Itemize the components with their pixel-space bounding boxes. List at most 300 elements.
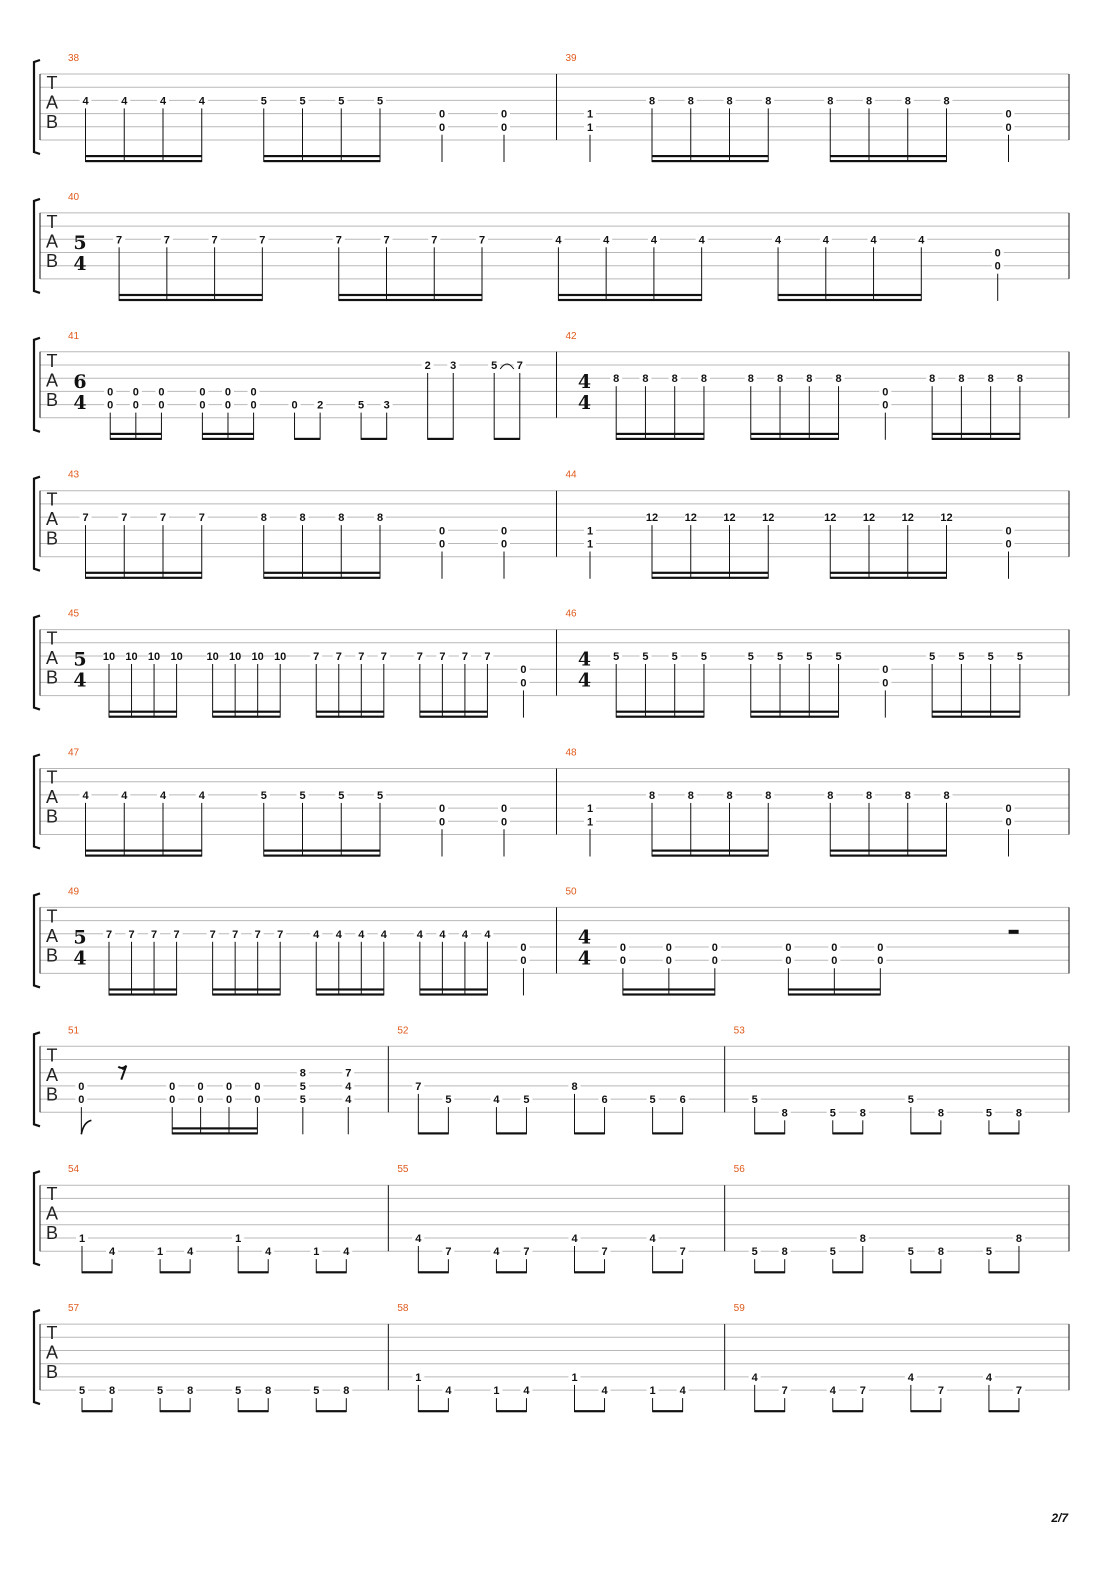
fret-number: 2 <box>317 399 324 412</box>
fret-number: 0 <box>785 942 792 954</box>
note-beam <box>172 1132 257 1134</box>
fret-number: 4 <box>187 1246 194 1259</box>
fret-number: 8 <box>338 512 345 525</box>
fret-number: 5 <box>671 651 678 663</box>
fret-number: 8 <box>642 373 649 386</box>
system-bracket <box>34 60 40 154</box>
tab-clef-letter: B <box>45 528 59 549</box>
fret-number: 1 <box>649 1385 656 1398</box>
fret-number: 0 <box>169 1094 176 1107</box>
tab-clef-letter: B <box>45 806 59 827</box>
fret-number: 8 <box>687 789 694 802</box>
note-beam <box>575 1132 605 1134</box>
note-beam <box>361 438 387 440</box>
fret-number: 5 <box>776 651 784 663</box>
fret-number: 8 <box>687 95 694 108</box>
note-beam <box>418 1410 448 1412</box>
fret-number: 0 <box>619 942 626 954</box>
note-beam <box>830 155 946 157</box>
fret-number: 10 <box>251 651 264 663</box>
fret-number: 0 <box>877 942 884 954</box>
fret-number: 2 <box>424 360 431 372</box>
fret-number: 0 <box>225 1094 233 1107</box>
note-beam <box>652 850 768 852</box>
fret-number: 4 <box>484 928 491 941</box>
fret-number: 4 <box>523 1385 530 1398</box>
fret-number: 8 <box>865 95 873 108</box>
time-signature-bottom: 4 <box>73 669 87 692</box>
fret-number: 5 <box>376 95 384 108</box>
tab-clef-letter: B <box>45 389 59 410</box>
fret-number: 5 <box>491 360 498 372</box>
fret-number: 5 <box>1016 651 1023 663</box>
measure-number: 39 <box>565 53 577 64</box>
fret-number: 4 <box>679 1385 686 1398</box>
tab-system <box>34 1303 1069 1412</box>
fret-number: 4 <box>198 789 205 802</box>
fret-number: 0 <box>1005 108 1012 121</box>
fret-number: 7 <box>859 1385 866 1398</box>
note-beam <box>989 1410 1019 1412</box>
fret-number: 1 <box>586 525 594 538</box>
fret-number: 1 <box>586 121 594 134</box>
note-beam <box>109 716 177 718</box>
note-beam <box>172 1127 257 1129</box>
fret-number: 4 <box>603 234 610 247</box>
fret-number: 4 <box>82 789 89 802</box>
note-beam <box>420 716 488 718</box>
tab-system <box>34 748 1069 857</box>
fret-number: 8 <box>937 1107 944 1120</box>
note-beam <box>911 1271 941 1273</box>
fret-number: 0 <box>78 1094 85 1107</box>
fret-number: 8 <box>865 789 873 802</box>
fret-number: 5 <box>907 1246 914 1259</box>
fret-number: 0 <box>224 399 232 412</box>
measure-number: 45 <box>68 608 80 620</box>
fret-number: 7 <box>105 928 113 941</box>
note-beam <box>989 1132 1019 1134</box>
fret-number: 0 <box>877 955 884 968</box>
fret-number: 5 <box>235 1385 242 1398</box>
time-signature-top: 4 <box>577 370 592 393</box>
note-beam <box>316 993 384 995</box>
fret-number: 5 <box>829 1246 836 1259</box>
fret-number: 0 <box>882 677 889 690</box>
fret-number: 8 <box>260 512 267 525</box>
system-bracket <box>34 199 40 293</box>
fret-number: 4 <box>493 1094 500 1107</box>
note-beam <box>264 572 380 574</box>
note-beam <box>558 299 701 301</box>
fret-number: 12 <box>723 512 736 525</box>
fret-number: 10 <box>229 651 242 663</box>
fret-number: 0 <box>197 1094 204 1107</box>
fret-number: 0 <box>831 942 838 954</box>
fret-number: 7 <box>1015 1385 1023 1398</box>
measure-number: 38 <box>68 53 80 64</box>
fret-number: 0 <box>785 955 792 968</box>
note-beam <box>86 850 202 852</box>
fret-number: 7 <box>478 234 486 247</box>
note-beam <box>653 1271 683 1273</box>
fret-number: 4 <box>649 1233 656 1245</box>
fret-number: 0 <box>500 108 508 121</box>
fret-number: 4 <box>416 928 423 941</box>
system-bracket <box>34 755 40 849</box>
fret-number: 10 <box>125 651 138 663</box>
fret-number: 7 <box>209 928 216 941</box>
note-beam <box>339 294 482 296</box>
note-beam <box>830 850 946 852</box>
fret-number: 4 <box>439 928 446 941</box>
note-beam <box>788 988 880 990</box>
fret-number: 5 <box>338 789 345 802</box>
note-beam <box>264 855 380 857</box>
fret-number: 8 <box>859 1107 866 1120</box>
time-signature-bottom: 4 <box>73 252 87 275</box>
fret-number: 5 <box>806 651 813 663</box>
measure-number: 48 <box>565 747 577 759</box>
fret-number: 0 <box>158 399 165 412</box>
note-beam <box>264 850 380 852</box>
fret-number: 4 <box>265 1246 272 1259</box>
measure-number: 46 <box>565 608 577 620</box>
note-beam <box>751 438 839 440</box>
note-beam <box>316 711 384 713</box>
tab-clef-letter: T <box>46 628 58 649</box>
note-beam <box>932 711 1020 713</box>
fret-number: 8 <box>343 1385 350 1398</box>
note-beam <box>119 294 262 296</box>
fret-number: 5 <box>260 95 267 108</box>
note-beam <box>264 577 380 579</box>
fret-number: 12 <box>940 512 953 525</box>
tab-clef-letter: A <box>45 509 59 530</box>
time-signature-bottom: 4 <box>73 391 87 414</box>
fret-number: 5 <box>958 651 965 663</box>
measure-number: 43 <box>68 469 80 481</box>
fret-number: 8 <box>1016 373 1023 386</box>
fret-number: 5 <box>929 651 936 663</box>
fret-number: 7 <box>159 512 167 525</box>
time-signature-top: 5 <box>73 648 87 671</box>
fret-number: 1 <box>157 1246 164 1259</box>
fret-number: 8 <box>765 789 772 802</box>
tab-clef-letter: B <box>45 1362 59 1383</box>
note-beam <box>86 577 202 579</box>
fret-number: 7 <box>523 1246 530 1259</box>
fret-number: 7 <box>431 234 438 247</box>
fret-number: 7 <box>484 651 491 663</box>
note-beam <box>751 711 839 713</box>
fret-number: 4 <box>751 1371 758 1384</box>
system-bracket <box>34 1310 40 1404</box>
fret-number: 4 <box>82 95 89 108</box>
note-beam <box>119 299 262 301</box>
fret-number: 0 <box>438 816 446 829</box>
measure-number: 56 <box>733 1164 745 1176</box>
tab-system <box>34 331 1069 440</box>
note-beam <box>202 438 253 440</box>
fret-number: 1 <box>586 538 594 551</box>
tab-clef-letter: B <box>45 667 59 688</box>
fret-number: 6 <box>679 1094 686 1107</box>
note-beam <box>420 711 488 713</box>
tab-system <box>34 192 1069 301</box>
fret-number: 7 <box>781 1385 788 1398</box>
tab-clef-letter: B <box>45 1084 59 1105</box>
fret-number: 7 <box>121 512 128 525</box>
note-beam <box>316 988 384 990</box>
note-beam <box>932 433 1020 435</box>
fret-number: 8 <box>671 373 678 386</box>
note-beam <box>418 1132 448 1134</box>
measure-number: 40 <box>68 191 80 203</box>
fret-number: 5 <box>523 1094 530 1107</box>
tab-clef-letter: A <box>45 925 59 946</box>
note-beam <box>616 716 704 718</box>
tab-clef-letter: T <box>46 906 58 927</box>
fret-number: 8 <box>776 373 784 386</box>
note-beam <box>109 988 177 990</box>
fret-number: 7 <box>277 928 284 941</box>
fret-number: 0 <box>520 955 527 968</box>
fret-number: 4 <box>601 1385 608 1398</box>
fret-number: 7 <box>335 234 342 247</box>
fret-number: 8 <box>806 373 813 386</box>
fret-number: 8 <box>781 1107 788 1120</box>
fret-number: 5 <box>445 1094 452 1107</box>
fret-number: 0 <box>250 399 257 412</box>
time-signature-top: 4 <box>577 926 592 949</box>
fret-number: 7 <box>416 651 423 663</box>
fret-number: 7 <box>150 928 158 941</box>
note-beam <box>653 1132 683 1134</box>
fret-number: 0 <box>882 664 889 677</box>
fret-number: 8 <box>859 1233 866 1245</box>
note-beam <box>213 716 281 718</box>
note-beam <box>652 155 768 157</box>
fret-number: 7 <box>232 928 239 941</box>
fret-number: 4 <box>829 1385 836 1398</box>
fret-number: 7 <box>516 360 523 372</box>
fret-number: 0 <box>520 942 527 954</box>
tab-clef-letter: B <box>45 945 59 966</box>
tab-system <box>34 470 1069 579</box>
note-beam <box>418 1271 448 1273</box>
fret-number: 8 <box>904 95 911 108</box>
fret-number: 10 <box>147 651 161 663</box>
fret-number: 0 <box>107 399 114 412</box>
fret-number: 8 <box>747 373 754 386</box>
note-beam <box>213 711 281 713</box>
fret-number: 7 <box>128 928 135 941</box>
fret-number: 4 <box>159 789 167 802</box>
fret-number: 4 <box>571 1233 578 1245</box>
note-beam <box>616 438 704 440</box>
note-flag <box>81 1120 91 1134</box>
fret-number: 1 <box>78 1233 86 1245</box>
fret-number: 0 <box>250 386 257 399</box>
fret-number: 5 <box>747 651 754 663</box>
fret-number: 8 <box>904 789 911 802</box>
system-bracket <box>34 1032 40 1126</box>
tab-clef-letter: A <box>45 1342 59 1363</box>
fret-number: 8 <box>943 95 950 108</box>
note-beam <box>652 160 768 162</box>
fret-number: 0 <box>132 399 139 412</box>
tab-clef-letter: T <box>46 489 58 510</box>
fret-number: 7 <box>601 1246 608 1259</box>
note-beam <box>653 1410 683 1412</box>
fret-number: 0 <box>224 386 232 399</box>
tab-clef-letter: T <box>46 1184 58 1205</box>
fret-number: 8 <box>187 1385 194 1398</box>
fret-number: 4 <box>907 1371 914 1384</box>
tab-systems <box>34 53 1069 1412</box>
fret-number: 7 <box>380 651 387 663</box>
fret-number: 8 <box>827 789 834 802</box>
measure-number: 50 <box>565 886 577 898</box>
fret-number: 1 <box>571 1371 578 1384</box>
tab-clef-letter: T <box>46 1045 58 1066</box>
fret-number: 7 <box>313 651 320 663</box>
fret-number: 10 <box>206 651 219 663</box>
fret-number: 12 <box>824 512 837 525</box>
note-beam <box>496 1410 526 1412</box>
half-rest <box>1009 930 1019 934</box>
tab-clef-letter: T <box>46 73 58 93</box>
measure-number: 47 <box>68 747 80 759</box>
fret-number: 4 <box>870 234 877 247</box>
tab-system <box>34 53 1069 162</box>
note-beam <box>575 1410 605 1412</box>
fret-number: 4 <box>345 1094 352 1107</box>
fret-number: 0 <box>520 677 527 690</box>
fret-number: 8 <box>987 373 994 386</box>
fret-number: 7 <box>383 234 390 247</box>
fret-number: 5 <box>338 95 345 108</box>
note-beam <box>86 160 202 162</box>
fret-number: 12 <box>645 512 659 525</box>
fret-number: 8 <box>958 373 965 386</box>
note-beam <box>788 993 880 995</box>
note-beam <box>295 438 321 440</box>
note-beam <box>110 433 161 435</box>
fret-number: 4 <box>198 95 205 108</box>
fret-number: 7 <box>461 651 468 663</box>
fret-number: 0 <box>158 386 165 399</box>
note-beam <box>932 438 1020 440</box>
note-beam <box>339 299 482 301</box>
note-beam <box>86 572 202 574</box>
note-beam <box>616 711 704 713</box>
fret-number: 8 <box>571 1080 578 1093</box>
fret-number: 5 <box>613 651 620 663</box>
note-beam <box>316 1410 346 1412</box>
fret-number: 5 <box>751 1246 758 1259</box>
fret-number: 4 <box>415 1233 422 1245</box>
fret-number: 5 <box>299 1094 306 1107</box>
fret-number: 8 <box>726 789 733 802</box>
fret-number: 0 <box>1005 525 1012 538</box>
fret-number: 5 <box>376 789 384 802</box>
note-beam <box>82 1410 112 1412</box>
fret-number: 7 <box>439 651 446 663</box>
measure-number: 58 <box>397 1303 409 1315</box>
note-beam <box>833 1132 863 1134</box>
note-beam <box>109 711 177 713</box>
fret-number: 8 <box>726 95 733 108</box>
note-beam <box>989 1271 1019 1273</box>
tab-clef-letter: T <box>46 1323 58 1344</box>
note-beam <box>932 716 1020 718</box>
fret-number: 3 <box>383 399 390 412</box>
fret-number: 0 <box>520 664 527 677</box>
fret-number: 1 <box>493 1385 500 1398</box>
note-beam <box>496 1271 526 1273</box>
fret-number: 3 <box>450 360 457 372</box>
fret-number: 0 <box>199 399 206 412</box>
fret-number: 0 <box>500 803 508 816</box>
fret-number: 0 <box>1005 816 1012 829</box>
note-beam <box>652 577 768 579</box>
fret-number: 1 <box>586 108 594 121</box>
fret-number: 7 <box>259 234 266 247</box>
note-beam <box>110 438 161 440</box>
note-beam <box>833 1410 863 1412</box>
note-beam <box>778 299 921 301</box>
time-signature-top: 5 <box>73 231 87 254</box>
note-beam <box>755 1410 785 1412</box>
fret-number: 0 <box>291 399 298 412</box>
fret-number: 0 <box>711 942 718 954</box>
fret-number: 5 <box>299 95 306 108</box>
tab-clef-letter: B <box>45 1223 59 1244</box>
fret-number: 8 <box>648 789 656 802</box>
fret-number: 8 <box>937 1246 944 1259</box>
fret-number: 5 <box>260 789 267 802</box>
fret-number: 0 <box>107 386 114 399</box>
fret-number: 0 <box>500 538 508 551</box>
tab-clef-letter: A <box>45 370 59 391</box>
system-bracket <box>34 1171 40 1265</box>
fret-number: 0 <box>711 955 718 968</box>
fret-number: 10 <box>274 651 287 663</box>
fret-number: 1 <box>313 1246 320 1259</box>
note-beam <box>264 155 380 157</box>
measure-number: 42 <box>565 330 577 342</box>
tab-clef-letter: A <box>45 648 59 669</box>
measure-number: 54 <box>68 1164 80 1176</box>
note-beam <box>833 1271 863 1273</box>
fret-number: 0 <box>225 1080 233 1093</box>
fret-number: 4 <box>555 234 562 247</box>
fret-number: 8 <box>108 1385 116 1398</box>
system-bracket <box>34 477 40 571</box>
fret-number: 7 <box>254 928 261 941</box>
fret-number: 0 <box>197 1080 204 1093</box>
fret-number: 0 <box>500 525 508 538</box>
note-beam <box>160 1271 190 1273</box>
measure-number: 41 <box>68 330 80 342</box>
time-signature-top: 4 <box>577 648 592 671</box>
fret-number: 1 <box>586 816 594 829</box>
fret-number: 1 <box>586 803 594 816</box>
fret-number: 5 <box>835 651 842 663</box>
fret-number: 5 <box>829 1107 836 1120</box>
